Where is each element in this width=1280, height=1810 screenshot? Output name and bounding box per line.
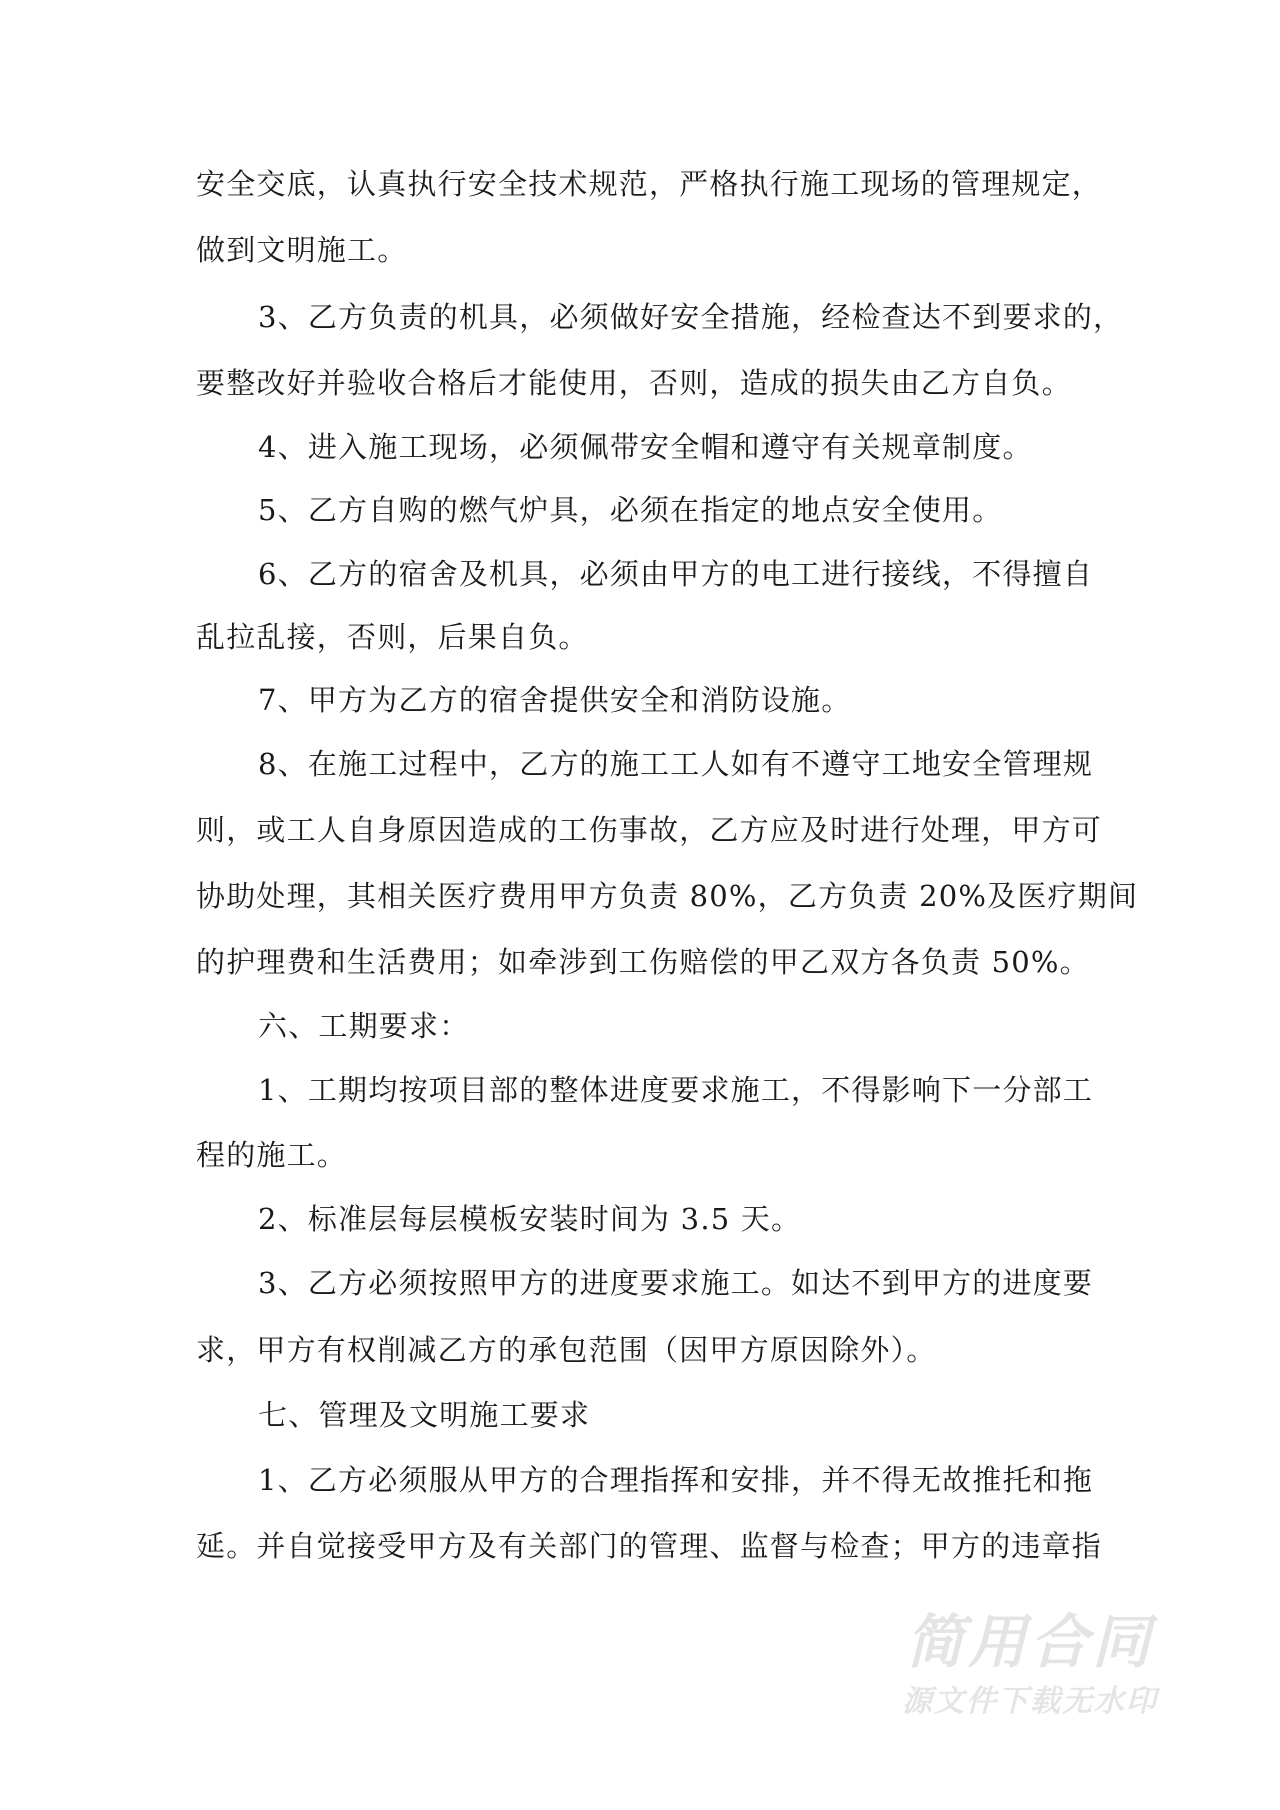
section-heading-management: 七、管理及文明施工要求 bbox=[258, 1398, 591, 1432]
list-item-1b: 1、乙方必须服从甲方的合理指挥和安排，并不得无故推托和拖 bbox=[258, 1463, 1094, 1497]
text-line: 求，甲方有权削减乙方的承包范围（因甲方原因除外）。 bbox=[196, 1333, 937, 1367]
section-heading-schedule: 六、工期要求： bbox=[258, 1009, 470, 1043]
watermark bbox=[880, 1608, 1180, 1719]
text-line: 做到文明施工。 bbox=[196, 233, 408, 267]
text-line: 要整改好并验收合格后才能使用，否则，造成的损失由乙方自负。 bbox=[196, 366, 1072, 400]
text-line: 乱拉乱接，否则，后果自负。 bbox=[196, 620, 589, 654]
text-line: 程的施工。 bbox=[196, 1138, 348, 1172]
list-item-1: 1、工期均按项目部的整体进度要求施工，不得影响下一分部工 bbox=[258, 1073, 1094, 1107]
watermark-tagline: 源文件下载无水印 bbox=[902, 1684, 1158, 1719]
list-item-2: 2、标准层每层模板安装时间为 3.5 天。 bbox=[258, 1202, 802, 1236]
list-item-4: 4、进入施工现场，必须佩带安全帽和遵守有关规章制度。 bbox=[258, 430, 1033, 464]
text-line: 延。并自觉接受甲方及有关部门的管理、监督与检查；甲方的违章指 bbox=[196, 1529, 1103, 1563]
list-item-3: 3、乙方负责的机具，必须做好安全措施，经检查达不到要求的， bbox=[258, 300, 1124, 334]
text-line: 的护理费和生活费用；如牵涉到工伤赔偿的甲乙双方各负责 50%。 bbox=[196, 945, 1090, 979]
list-item-5: 5、乙方自购的燃气炉具，必须在指定的地点安全使用。 bbox=[258, 493, 1003, 527]
text-line: 安全交底，认真执行安全技术规范，严格执行施工现场的管理规定， bbox=[196, 167, 1103, 201]
list-item-6: 6、乙方的宿舍及机具，必须由甲方的电工进行接线，不得擅自 bbox=[258, 557, 1094, 591]
text-line: 则，或工人自身原因造成的工伤事故，乙方应及时进行处理，甲方可 bbox=[196, 813, 1103, 847]
list-item-8: 8、在施工过程中，乙方的施工工人如有不遵守工地安全管理规 bbox=[258, 747, 1094, 781]
list-item-3b: 3、乙方必须按照甲方的进度要求施工。如达不到甲方的进度要 bbox=[258, 1266, 1094, 1300]
text-line: 协助处理，其相关医疗费用甲方负责 80%，乙方负责 20%及医疗期间 bbox=[196, 879, 1139, 913]
list-item-7: 7、甲方为乙方的宿舍提供安全和消防设施。 bbox=[258, 683, 852, 717]
watermark-brand: 简用合同 bbox=[905, 1608, 1154, 1676]
